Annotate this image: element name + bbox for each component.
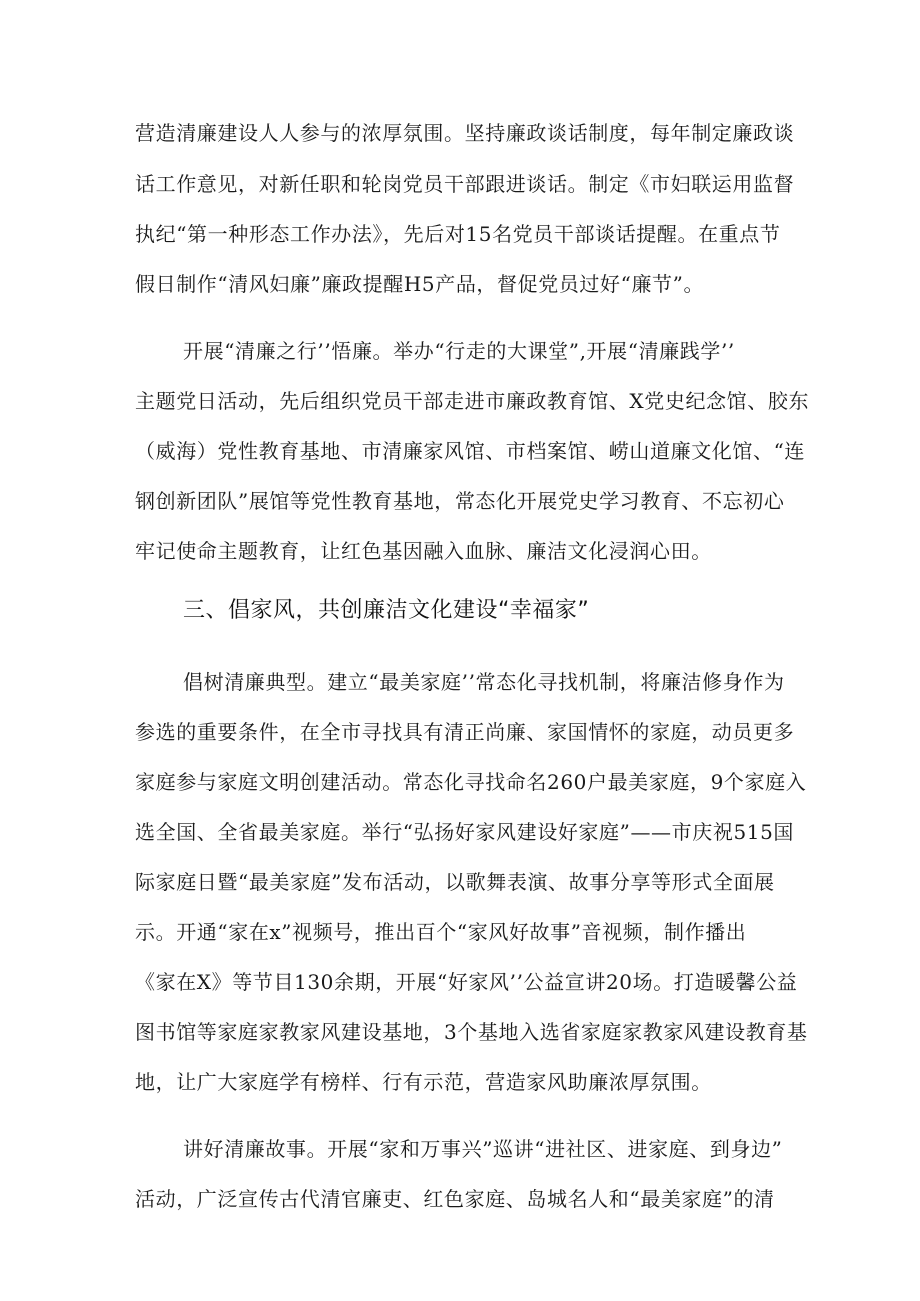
paragraph-3-line-2: 参选的重要条件，在全市寻找具有清正尚廉、家国情怀的家庭，动员更多 xyxy=(135,720,795,744)
paragraph-3-line-8: 图书馆等家庭家教家风建设基地，3个基地入选省家庭家教家风建设教育基 xyxy=(135,1020,808,1044)
paragraph-3-line-9: 地，让广大家庭学有榜样、行有示范，营造家风助廉浓厚氛围。 xyxy=(135,1070,712,1094)
paragraph-3-line-1: 倡树清廉典型。建立“最美家庭’’常态化寻找机制，将廉洁修身作为 xyxy=(183,670,785,694)
paragraph-2-line-3: （威海）党性教育基地、市清廉家风馆、市档案馆、崂山道廉文化馆、“连 xyxy=(135,439,806,463)
paragraph-2-line-4: 钢创新团队”展馆等党性教育基地，常态化开展党史学习教育、不忘初心 xyxy=(135,489,785,513)
paragraph-1-line-2: 话工作意见，对新任职和轮岗党员干部跟进谈话。制定《市妇联运用监督 xyxy=(135,172,795,196)
paragraph-3-line-5: 际家庭日暨“最美家庭”发布活动，以歌舞表演、故事分享等形式全面展 xyxy=(135,870,775,894)
paragraph-4-line-1: 讲好清廉故事。开展“家和万事兴”巡讲“进社区、进家庭、到身边” xyxy=(183,1137,783,1161)
paragraph-2-line-2: 主题党日活动，先后组织党员干部走进市廉政教育馆、X党史纪念馆、胶东 xyxy=(135,389,810,413)
paragraph-1-line-3: 执纪“第一种形态工作办法》，先后对15名党员干部谈话提醒。在重点节 xyxy=(135,222,781,246)
paragraph-3-line-6: 示。开通“家在x”视频号，推出百个“家风好故事”音视频，制作播出 xyxy=(135,920,747,944)
paragraph-1-line-4: 假日制作“清风妇廉”廉政提醒H5产品，督促党员过好“廉节”。 xyxy=(135,272,705,296)
paragraph-4-line-2: 活动，广泛宣传古代清官廉吏、红色家庭、岛城名人和“最美家庭”的清 xyxy=(135,1187,775,1211)
paragraph-3-line-4: 选全国、全省最美家庭。举行“弘扬好家风建设好家庭”——市庆祝515国 xyxy=(135,820,795,844)
paragraph-2-line-5: 牢记使命主题教育，让红色基因融入血脉、廉洁文化浸润心田。 xyxy=(135,539,712,563)
paragraph-2-line-1: 开展“清廉之行’’悟廉。举办“行走的大课堂”,开展“清廉践学’’ xyxy=(183,339,735,363)
section-heading: 三、倡家风，共创廉洁文化建设“幸福家” xyxy=(183,598,590,623)
paragraph-1-line-1: 营造清廉建设人人参与的浓厚氛围。坚持廉政谈话制度，每年制定廉政谈 xyxy=(135,121,795,145)
paragraph-3-line-3: 家庭参与家庭文明创建活动。常态化寻找命名260户最美家庭，9个家庭入 xyxy=(135,770,807,794)
paragraph-3-line-7: 《家在X》等节目130余期，开展“好家风’’公益宣讲20场。打造暖馨公益 xyxy=(135,970,798,994)
